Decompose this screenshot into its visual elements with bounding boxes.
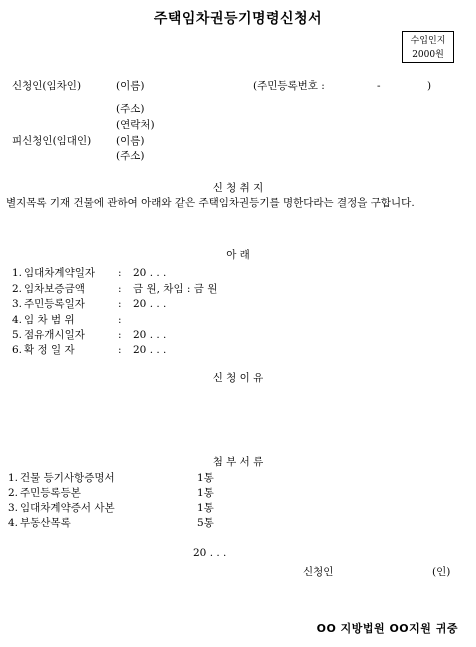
item-label: 점유개시일자 bbox=[24, 329, 85, 341]
applicant-reg-label: (주민등록번호 : bbox=[253, 80, 325, 92]
attachment-count: 5통 bbox=[197, 517, 214, 529]
applicant-reg-close: ) bbox=[427, 80, 432, 92]
item-number: 4. bbox=[12, 314, 23, 326]
attachment-number: 1. bbox=[8, 472, 19, 484]
item-label: 임 차 범 위 bbox=[24, 314, 75, 326]
attachments-heading: 첨 부 서 류 bbox=[212, 456, 264, 468]
item-colon: : bbox=[118, 314, 122, 326]
attachment-count: 1통 bbox=[197, 472, 214, 484]
item-label: 임대차계약일자 bbox=[24, 267, 96, 279]
applicant-name-label: (이름) bbox=[116, 80, 145, 92]
attachment-count: 1통 bbox=[197, 502, 214, 514]
signature-label: 신청인 bbox=[303, 566, 334, 578]
item-number: 1. bbox=[12, 267, 23, 279]
filing-date: 20 . . . bbox=[193, 547, 227, 559]
item-value: 20 . . . bbox=[133, 329, 167, 341]
item-number: 5. bbox=[12, 329, 23, 341]
purpose-text: 별지목록 기재 건물에 관하여 아래와 같은 주택임차권등기를 명한다라는 결정을 구합니다. bbox=[6, 197, 415, 209]
item-colon: : bbox=[118, 344, 122, 356]
item-value: 20 . . . bbox=[133, 344, 167, 356]
applicant-label: 신청인(임차인) bbox=[12, 80, 82, 92]
item-number: 3. bbox=[12, 298, 23, 310]
revenue-stamp-box bbox=[402, 31, 454, 63]
attachment-label: 부동산목록 bbox=[20, 517, 71, 529]
reason-heading: 신 청 이 유 bbox=[212, 372, 264, 384]
item-label: 임차보증금액 bbox=[24, 283, 85, 295]
respondent-address-label: (주소) bbox=[116, 150, 145, 162]
stamp-amount: 2000원 bbox=[412, 50, 444, 60]
seal-mark: (인) bbox=[432, 566, 451, 578]
item-label: 확 정 일 자 bbox=[24, 344, 75, 356]
item-value: 금 원, 차임 : 금 원 bbox=[133, 283, 218, 295]
attachment-count: 1통 bbox=[197, 487, 214, 499]
respondent-label: 피신청인(임대인) bbox=[12, 135, 92, 147]
applicant-reg-dash: - bbox=[377, 80, 381, 92]
attachment-label: 주민등록등본 bbox=[20, 487, 81, 499]
item-colon: : bbox=[118, 298, 122, 310]
item-value: 20 . . . bbox=[133, 267, 167, 279]
item-number: 6. bbox=[12, 344, 23, 356]
below-heading: 아 래 bbox=[226, 249, 250, 261]
stamp-label: 수입인지 bbox=[410, 36, 446, 46]
item-colon: : bbox=[118, 283, 122, 295]
applicant-address-label: (주소) bbox=[116, 103, 145, 115]
item-number: 2. bbox=[12, 283, 23, 295]
respondent-name-label: (이름) bbox=[116, 135, 145, 147]
item-colon: : bbox=[118, 329, 122, 341]
attachment-number: 2. bbox=[8, 487, 19, 499]
attachment-label: 임대차계약증서 사본 bbox=[20, 502, 115, 514]
court-addressee: OO 지방법원 OO지원 귀중 bbox=[316, 622, 458, 635]
applicant-contact-label: (연락처) bbox=[116, 119, 155, 131]
item-value: 20 . . . bbox=[133, 298, 167, 310]
attachment-number: 4. bbox=[8, 517, 19, 529]
item-label: 주민등록일자 bbox=[24, 298, 85, 310]
attachment-label: 건물 등기사항증명서 bbox=[20, 472, 115, 484]
attachment-number: 3. bbox=[8, 502, 19, 514]
item-colon: : bbox=[118, 267, 122, 279]
document-title: 주택임차권등기명령신청서 bbox=[153, 11, 323, 27]
purpose-heading: 신 청 취 지 bbox=[212, 182, 264, 194]
